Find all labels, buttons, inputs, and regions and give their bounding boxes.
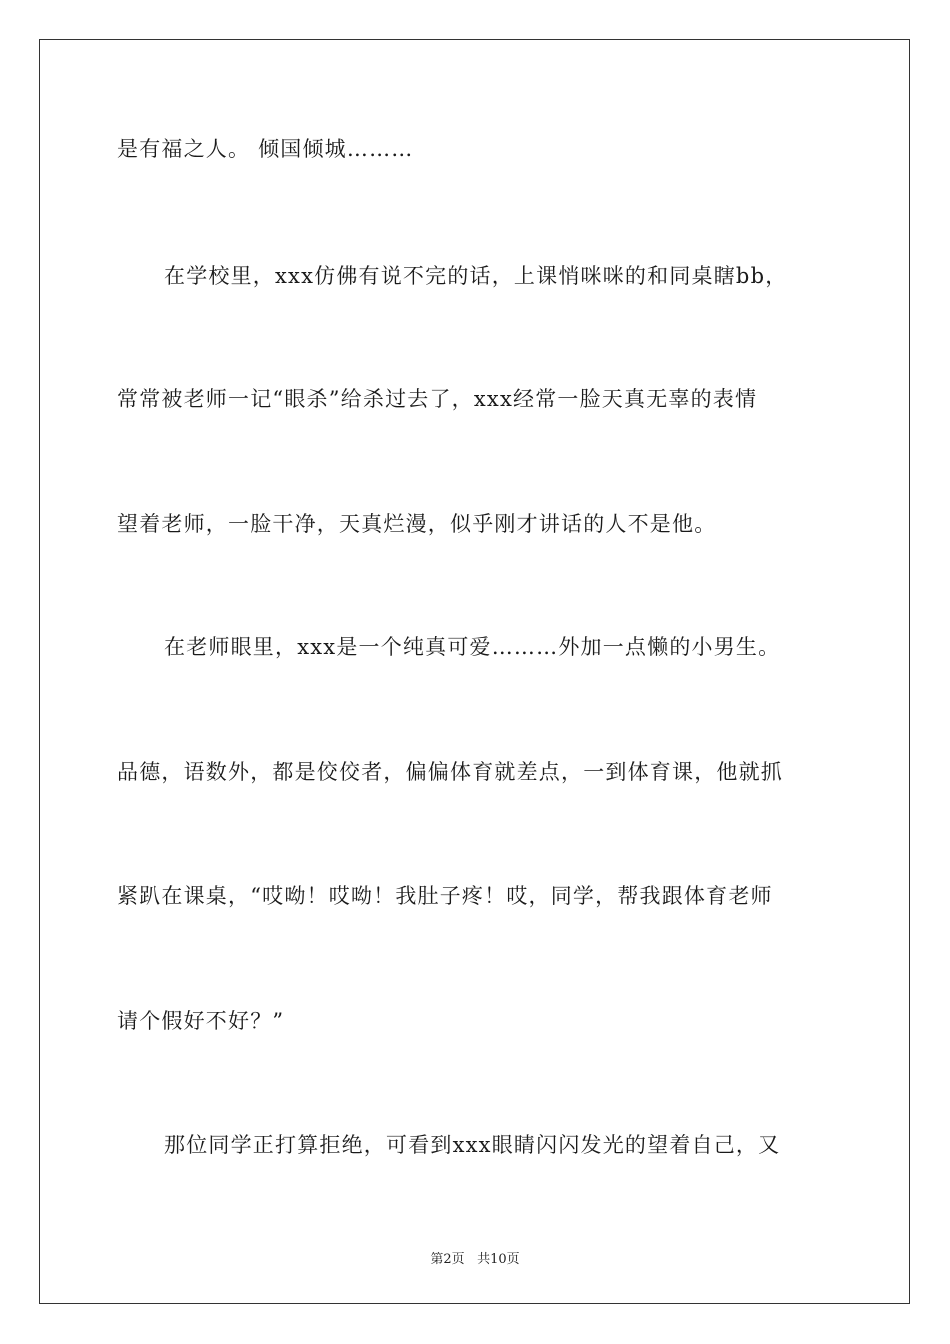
text-line: 紧趴在课桌，“哎呦！哎呦！我肚子疼！哎，同学，帮我跟体育老师 [117,884,773,908]
page-border [39,39,910,1304]
text-line: 是有福之人。 倾国倾城……… [117,137,414,161]
text-line: 常常被老师一记“眼杀”给杀过去了，xxx经常一脸天真无辜的表情 [117,387,758,411]
text-line: 望着老师，一脸干净，天真烂漫，似乎刚才讲话的人不是他。 [117,512,717,536]
text-line: 品德，语数外，都是佼佼者，偏偏体育就差点，一到体育课，他就抓 [117,760,783,784]
paragraph-start-line: 那位同学正打算拒绝，可看到xxx眼睛闪闪发光的望着自己，又 [164,1133,781,1157]
paragraph-start-line: 在老师眼里，xxx是一个纯真可爱………外加一点懒的小男生。 [164,635,781,659]
page-footer [0,1248,950,1267]
text-line: 请个假好不好？” [117,1009,285,1033]
page-number: 第2页 [430,1252,465,1267]
paragraph-start-line: 在学校里，xxx仿佛有说不完的话，上课悄咪咪的和同桌瞎bb， [164,264,788,288]
page-total: 共10页 [477,1252,520,1267]
